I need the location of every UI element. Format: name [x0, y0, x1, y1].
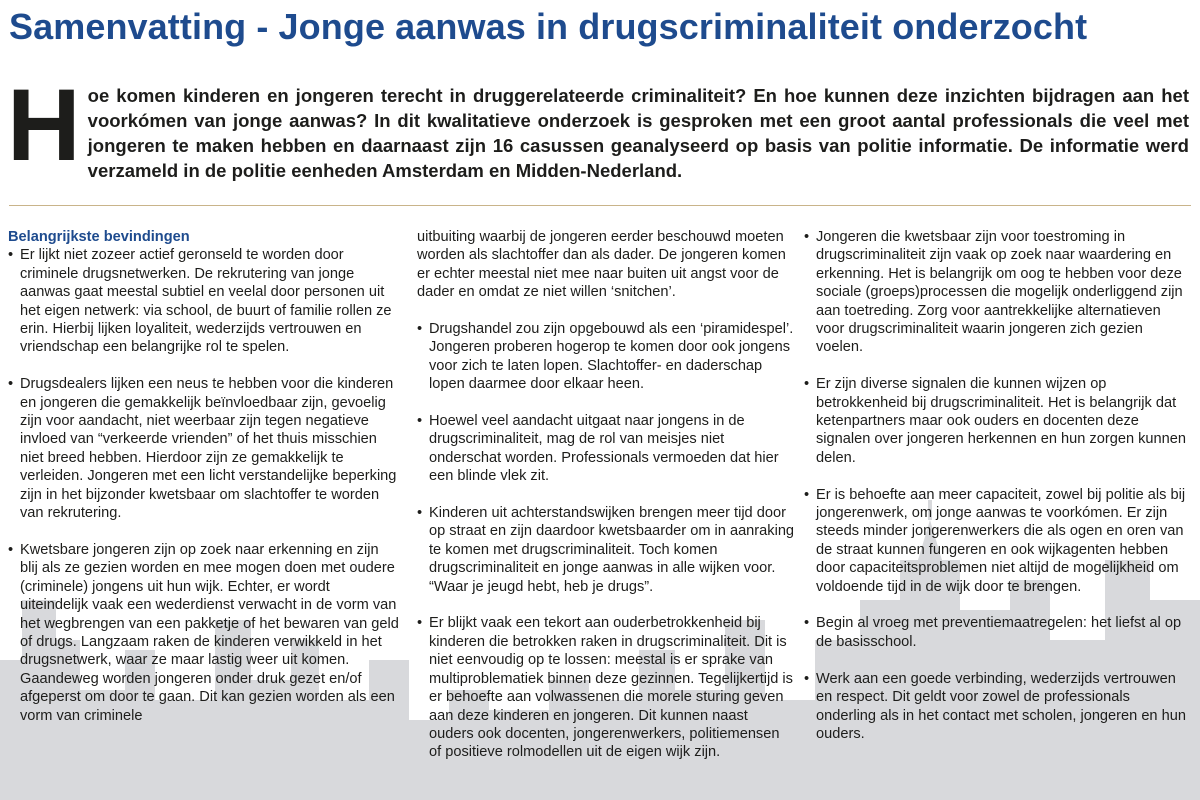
finding-text: Er lijkt niet zozeer actief geronseld te worden door criminele drugsnetwerken. De rekrutering van jonge aanwas gaat meestal subtiel en veelal door personen uit het eigen netwerk: via school, de buurt of familie rollen ze erin. Hierbij lijken loyaliteit, wederzijds vertrouwen en vriendschap een belangrijke rol te spelen. [20, 247, 392, 356]
bullet-icon: • [417, 413, 423, 430]
finding-text: Jongeren die kwetsbaar zijn voor toestroming in drugscriminaliteit zijn vaak op zoek naar waardering en erkenning. Het is belangrijk om oog te hebben voor deze sociale (groeps)processen die mogelijk onderliggend zijn aan toetreding. Zorg voor aantrekkelijke alternatieven voor drugscriminaliteit waarin jongeren zich gezien voelen. [816, 229, 1183, 356]
finding-paragraph [417, 320, 795, 394]
finding-text: uitbuiting waarbij de jongeren eerder beschouwd moeten worden als slachtoffer dan als dader. De jongeren komen er echter meestal niet mee naar buiten uit angst voor de dader en omdat ze niet willen ‘snitchen’. [417, 229, 786, 301]
finding-text: Er is behoefte aan meer capaciteit, zowel bij politie als bij jongerenwerk, om jonge aanwas te voorkómen. Er zijn steeds minder jongerenwerkers die als ogen en oren van de straat kunnen fungeren en ook wijkagenten hebben door capaciteitsproblemen niet altijd de mogelijkheid om voldoende tijd in de wijk door te brengen. [816, 486, 1186, 595]
finding-paragraph [417, 504, 795, 596]
finding-paragraph [8, 541, 400, 725]
page-title: Samenvatting - Jonge aanwas in drugscriminaliteit onderzocht [9, 6, 1088, 47]
bullet-icon: • [8, 541, 14, 558]
section-heading: Belangrijkste bevindingen [8, 229, 190, 245]
finding-text: Drugshandel zou zijn opgebouwd als een ‘piramidespel’. Jongeren proberen hogerop te komen door ook jongens voor zich te laten lopen. Slachtoffer- en daderschap lopen daarmee door elkaar heen. [429, 321, 794, 393]
finding-paragraph [804, 486, 1192, 596]
finding-text: Begin al vroeg met preventiemaatregelen: het liefst al op de basisschool. [816, 615, 1182, 650]
bullet-icon: • [417, 615, 423, 632]
finding-paragraph [8, 375, 400, 522]
finding-text: Er blijkt vaak een tekort aan ouderbetrokkenheid bij kinderen die betrokken raken in drugscriminaliteit. Dit is niet eenvoudig op te lossen: meestal is er sprake van multiproblematiek binnen deze gezinnen. Tegelijkertijd is er behoefte aan volwassenen die morele sturing geven aan deze kinderen en jongeren. Dit kunnen naast ouders ook docenten, jongerenwerkers, politiemensen of positieve rolmodellen uit de eigen wijk zijn. [429, 615, 793, 761]
finding-text: Kwetsbare jongeren zijn op zoek naar erkenning en zijn blij als ze gezien worden en mee mogen doen met oudere (criminele) jongens uit hun wijk. Echter, er wordt uiteindelijk vaak een wederdienst verwacht in de vorm van het wegbrengen van een pakketje of het bewaren van geld of drugs. Langzaam raken de kinderen verwikkeld in het drugsnetwerk, waar ze maar lastig weer uit komen. Gaandeweg worden jongeren onder druk gezet en/of afgeperst om door te gaan. Dit kan gezien worden als een vorm van criminele [20, 541, 399, 724]
bullet-icon: • [804, 376, 810, 393]
finding-paragraph [417, 614, 795, 761]
bullet-icon: • [417, 321, 423, 338]
finding-paragraph [417, 412, 795, 486]
bullet-icon: • [804, 670, 810, 687]
finding-text: Drugsdealers lijken een neus te hebben voor die kinderen en jongeren die gemakkelijk beïnvloedbaar zijn, gevoelig zijn voor aandacht, niet weerbaar zijn tegen negatieve invloed van “verkeerde vrienden” of het thuis misschien niet breed hebben. Hierdoor zijn ze gemakkelijk te verleiden. Jongeren met een licht verstandelijke beperking zijn in het bijzonder kwetsbaar om slachtoffer te worden van rekrutering. [20, 376, 397, 522]
finding-text: Werk aan een goede verbinding, wederzijds vertrouwen en respect. Dit geldt voor zowel de professionals onderling als in het contact met scholen, jongeren en hun ouders. [816, 670, 1186, 742]
divider-line [9, 205, 1191, 206]
column-1 [8, 228, 400, 743]
intro-paragraph [7, 68, 1189, 183]
finding-paragraph [8, 246, 400, 356]
finding-paragraph [804, 614, 1192, 651]
finding-paragraph-continued [417, 228, 795, 302]
bullet-icon: • [804, 229, 810, 245]
bullet-icon: • [417, 505, 423, 522]
bullet-icon: • [804, 486, 810, 503]
bullet-icon: • [804, 615, 810, 632]
finding-paragraph [804, 375, 1192, 467]
drop-cap: H [7, 68, 81, 182]
finding-paragraph [804, 228, 1192, 357]
finding-paragraph [804, 670, 1192, 744]
finding-text: Hoewel veel aandacht uitgaat naar jongens in de drugscriminaliteit, mag de rol van meisjes niet onderschat worden. Professionals vermoeden dat hier een blinde vlek zit. [429, 413, 779, 485]
column-2 [417, 228, 795, 780]
bullet-icon: • [8, 247, 14, 264]
finding-text: Er zijn diverse signalen die kunnen wijzen op betrokkenheid bij drugscriminaliteit. Het is belangrijk dat ketenpartners maar ook ouders en docenten deze signalen over jongeren herkennen en hun zorgen kunnen delen. [816, 376, 1186, 466]
finding-text: Kinderen uit achterstandswijken brengen meer tijd door op straat en zijn daardoor kwetsbaarder om in aanraking te komen met drugscriminaliteit. Toch komen drugscriminaliteit en jonge aanwas in alle wijken voor. “Waar je jeugd hebt, heb je drugs”. [429, 505, 795, 595]
column-3 [804, 228, 1192, 762]
intro-text: oe komen kinderen en jongeren terecht in druggerelateerde criminaliteit? En hoe kunnen deze inzichten bijdragen aan het voorkómen van jonge aanwas? In dit kwalitatieve onderzoek is gesproken met een groot aantal professionals die veel met jongeren te maken hebben en daarnaast zijn 16 casussen geanalyseerd op basis van politie informatie. De informatie werd verzameld in de politie eenheden Amsterdam en Midden-Nederland. [87, 85, 1189, 181]
bullet-icon: • [8, 376, 14, 393]
